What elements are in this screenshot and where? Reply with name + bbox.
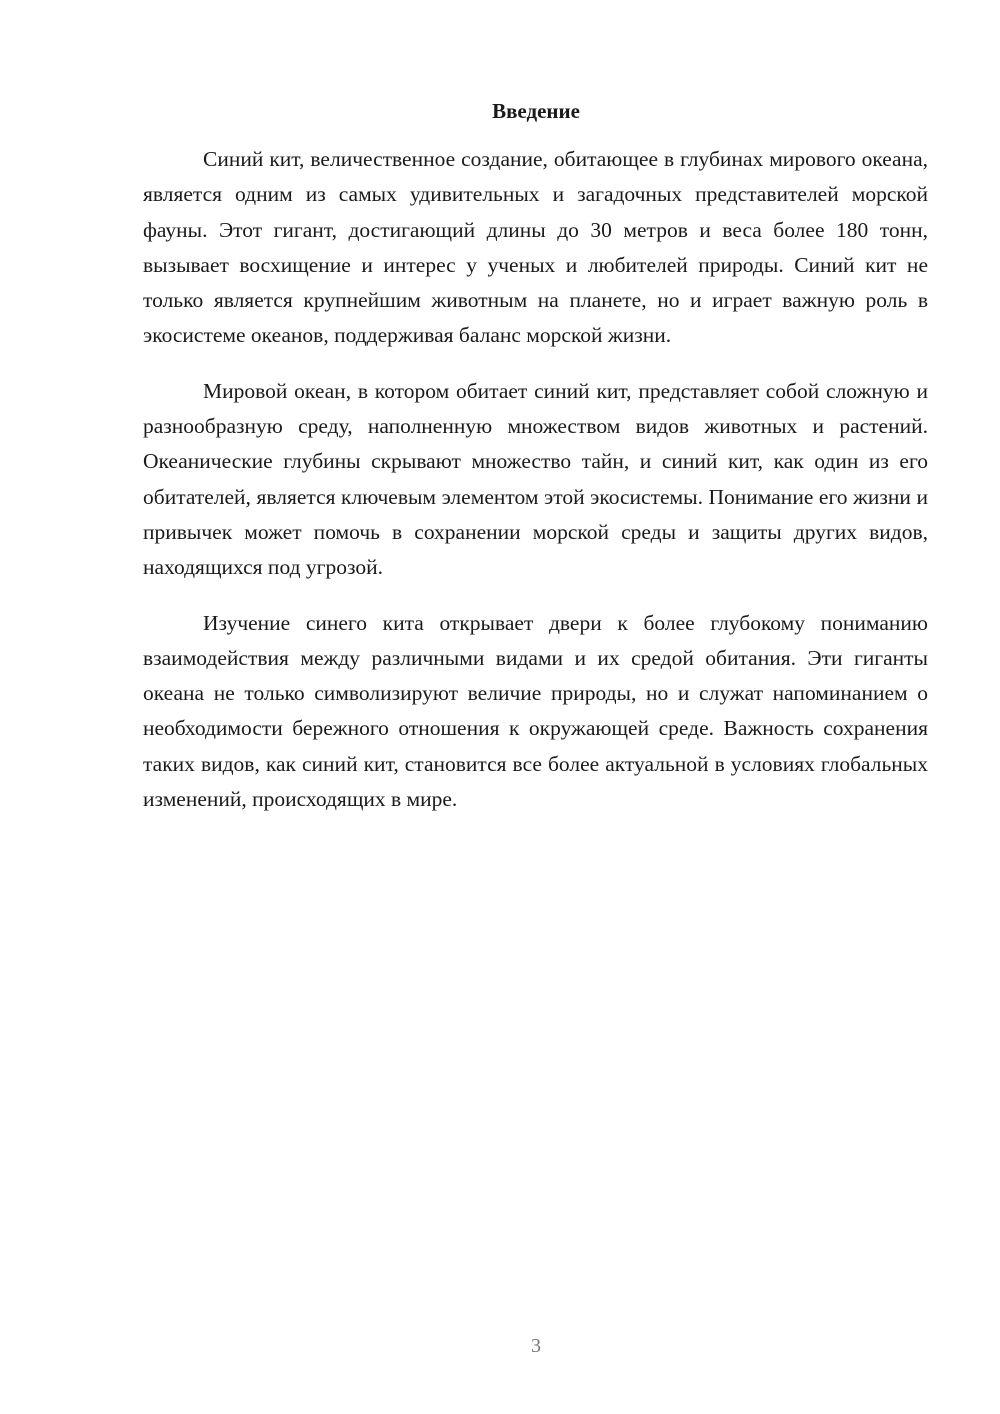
body-text — [143, 142, 928, 837]
paragraph-3: Изучение синего кита открывает двери к более глубокому пониманию взаимодействия между различными видами и их средой обитания. Эти гиганты океана не только символизируют величие природы, но и служат напоминанием о необходимости бережного отношения к окружающей среде. Важность сохранения таких видов, как синий кит, становится все более актуальной в условиях глобальных изменений, происходящих в мире. — [143, 610, 928, 812]
section-heading: Введение — [492, 99, 580, 123]
page-number: 3 — [531, 1335, 541, 1357]
paragraph-2: Мировой океан, в котором обитает синий кит, представляет собой сложную и разнообразную среду, наполненную множеством видов животных и растений. Океанические глубины скрывают множество тайн, и синий кит, как один из его обитателей, является ключевым элементом этой экосистемы. Понимание его жизни и привычек может помочь в сохранении морской среды и защиты других видов, находящихся под угрозой. — [143, 378, 928, 580]
paragraph-1: Синий кит, величественное создание, обитающее в глубинах мирового океана, является одним из самых удивительных и загадочных представителей морской фауны. Этот гигант, достигающий длины до 30 метров и веса более 180 тонн, вызывает восхищение и интерес у ученых и любителей природы. Синий кит не только является крупнейшим животным на планете, но и играет важную роль в экосистеме океанов, поддерживая баланс морской жизни. — [143, 147, 928, 348]
